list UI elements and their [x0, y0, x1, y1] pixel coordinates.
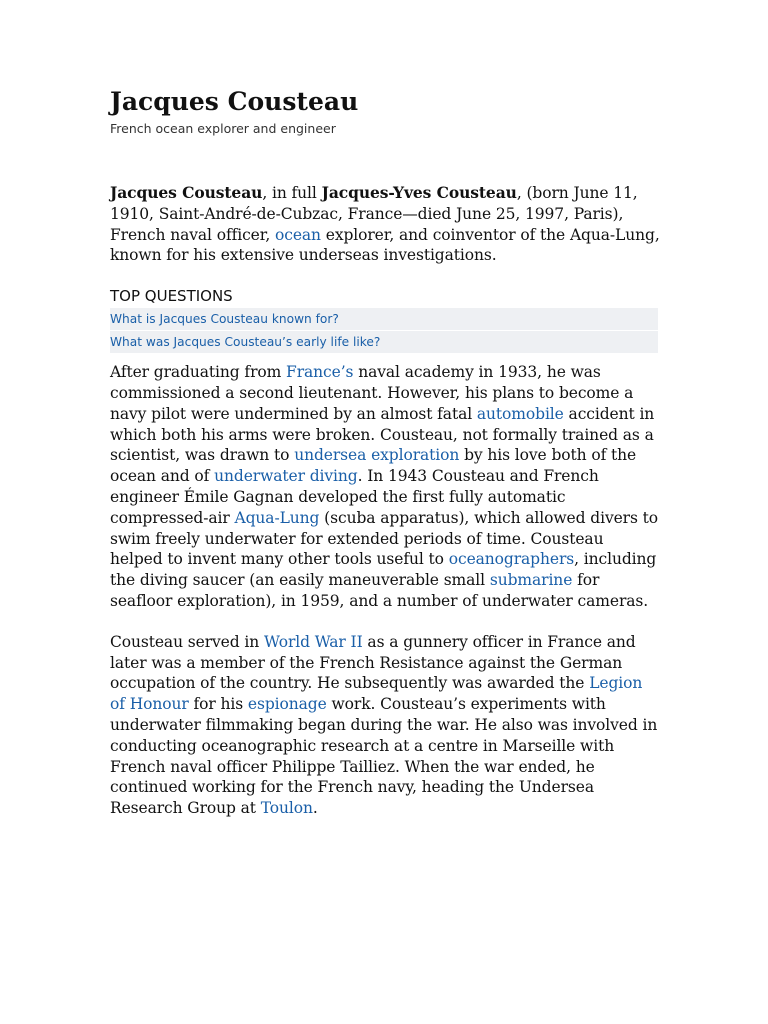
body-paragraph: After graduating from France’s naval academy in 1933, he was commissioned a second lieutenant. However, his plans to become a navy pilot were undermined by an almost fatal automobile accident in which both his arms were broken. Cousteau, not formally trained as a scientist, was drawn to undersea exploration by his love both of the ocean and of underwater diving. In 1943 Cousteau and French engineer Émile Gagnan developed the first fully automatic compressed-air Aqua-Lung (scuba apparatus), which allowed divers to swim freely underwater for extended periods of time. Cousteau helped to invent many other tools useful to oceanographers, including the diving saucer (an easily maneuverable small submarine for seafloor exploration), in 1959, and a number of underwater cameras.	[110, 363, 659, 610]
article-title: Jacques Cousteau	[110, 87, 359, 116]
top-questions-list	[110, 308, 658, 353]
question-link[interactable]: What was Jacques Cousteau’s early life like?	[110, 335, 381, 350]
inline-link[interactable]: espionage	[247, 695, 327, 714]
body-paragraph: Cousteau served in World War II as a gunnery officer in France and later was a member of the French Resistance against the German occupation of the country. He subsequently was awarded the Legion of Honour for his espionage work. Cousteau’s experiments with underwater filmmaking began during the war. He also was involved in conducting oceanographic research at a centre in Marseille with French naval officer Philippe Tailliez. When the war ended, he continued working for the French navy, heading the Undersea Research Group at Toulon.	[110, 632, 658, 818]
inline-link[interactable]: Legion of Honour	[110, 674, 643, 714]
bold-name: Jacques Cousteau	[110, 183, 263, 202]
inline-link[interactable]: France’s	[286, 363, 354, 382]
inline-link[interactable]: Toulon	[260, 799, 313, 818]
article	[110, 86, 660, 819]
inline-link[interactable]: ocean	[275, 225, 321, 244]
article-subtitle: French ocean explorer and engineer	[110, 121, 336, 136]
inline-link[interactable]: automobile	[476, 404, 564, 423]
question-link[interactable]: What is Jacques Cousteau known for?	[110, 312, 339, 327]
top-questions-heading: TOP QUESTIONS	[110, 287, 233, 306]
inline-link[interactable]: underwater diving	[214, 467, 358, 486]
question-item[interactable]	[110, 331, 658, 353]
bold-name: Jacques-Yves Cousteau	[321, 183, 517, 202]
inline-link[interactable]: undersea exploration	[294, 446, 460, 465]
intro-paragraph: Jacques Cousteau, in full Jacques-Yves Cousteau, (born June 11, 1910, Saint-André-de-Cubzac, France—died June 25, 1997, Paris), French naval officer, ocean explorer, and coinventor of the Aqua-Lung, known for his extensive underseas investigations.	[110, 183, 660, 265]
question-item[interactable]	[110, 308, 658, 330]
inline-link[interactable]: oceanographers	[448, 550, 575, 569]
inline-link[interactable]: Aqua-Lung	[234, 508, 320, 527]
inline-link[interactable]: World War II	[263, 632, 363, 651]
inline-link[interactable]: submarine	[489, 571, 573, 590]
